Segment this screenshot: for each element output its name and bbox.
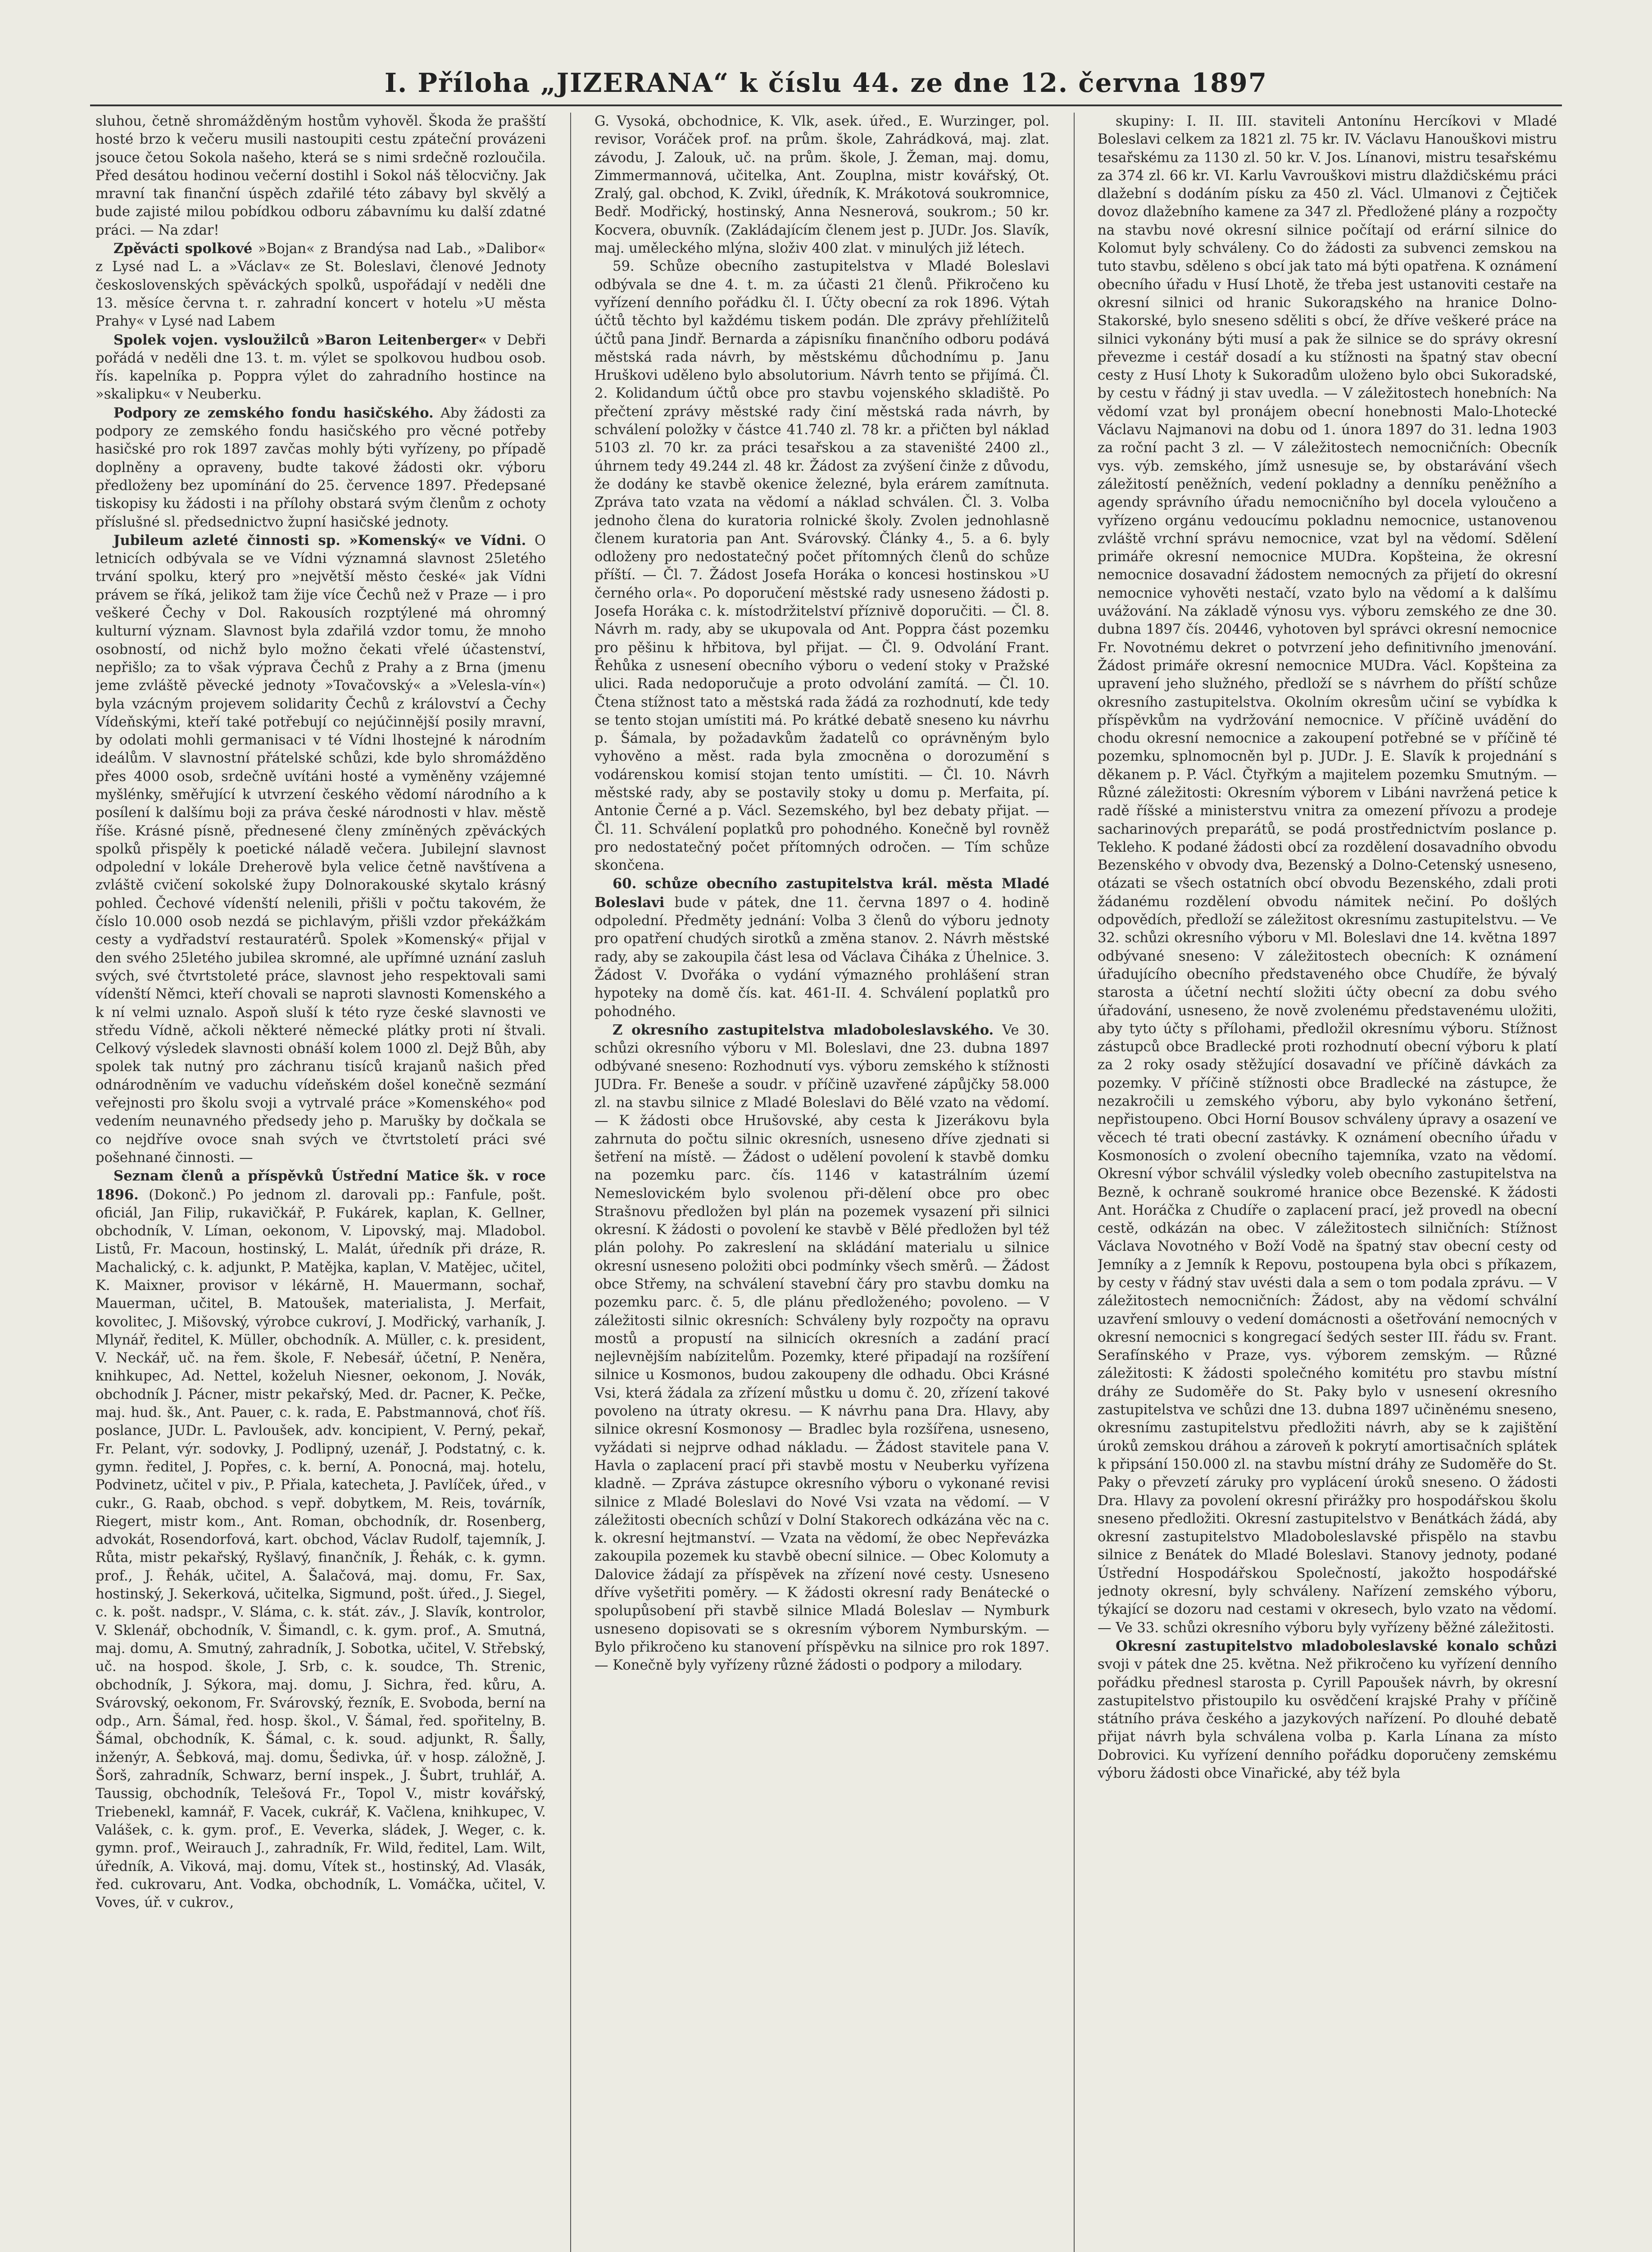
column-divider [570, 113, 571, 2252]
article-paragraph [95, 404, 546, 531]
article-paragraph [595, 258, 1049, 875]
article-paragraph [1098, 113, 1557, 1637]
article-heading: Okresní zastupitelstvo mladoboleslavské konalo schůzi [1116, 1638, 1557, 1654]
header-rule [90, 104, 1562, 106]
article-paragraph [95, 240, 546, 331]
article-paragraph [95, 331, 546, 404]
article-text: Ve 30. schůzi okresního výboru v Ml. Boleslavi, dne 23. dubna 1897 odbývané sneseno: Rozhodnutí vys. výboru zemského k stížnosti JUDra. Fr. Beneše a soudr. v příčině uzavřené zápůjčky 58.000 zl. na stavbu silnice z Mladé Boleslavi do Bělé vzato na vědomí. — K žádosti obce Hrušovské, aby cesta k Jizerákovu byla zahrnuta do počtu silnic okresních, usneseno dříve zjednati si šetření na místě. — Žádost o udělení povolení k stavbě domku na pozemku parc. čís. 1146 v katastrálním území Nemeslovickém bylo svolenou při-dělení obce pro obec Strašnovu předložen byl plán na pozemek vysazení při silnici okresní. K žádosti o povolení ke stavbě v Bělé předložen byl též plán polohy. Po zakreslení na skládání materialu u silnice okresní usneseno položiti obci podmínky všech směrů. — Žádost obce Střemy, na schválení stavební čáry pro stavbu domku na pozemku parc. č. 5, dle plánu předloženého; povoleno. — V záležitosti silnic okresních: Schváleny byly rozpočty na opravu mostů a propustí na silnicích okresních a zadání prací nejlevnějším nabízitelům. Pozemky, které připadají na rozšíření silnice u Kosmonos, budou zakoupeny dle odhadu. Obci Krásné Vsi, která žádala za zřízení můstku u domu č. 20, zřízení takové povoleno na útraty okresu. — K návrhu pana Dra. Hlavy, aby silnice okresní Kosmonosy — Bradlec byla rozšířena, usneseno, vyžádati si nejprve odhad nákladu. — Žádost stavitele pana V. Havla o zaplacení prací při stavbě mostu v Neuberku vyřízena kladně. — Zpráva zástupce okresního výboru o vykonané revisi silnice z Mladé Boleslavi do Nové Vsi vzata na vědomí. — V záležitosti obecních schůzí v Dolní Stakorech odkázána věc na c. k. okresní hejtmanství. — Vzata na vědomí, že obec Nepřevázka zakoupila pozemek ku stavbě obecní silnice. — Obec Kolomuty a Dalovice žádají za příspěvek na zřízení nové cesty. Usneseno dříve vyšetřiti poměry. — K žádosti okresní rady Benátecké o spolupůsobení při stavbě silnice Mladá Boleslav — Nymburk usneseno dopisovati se s okresním výborem Nymburským. — Bylo přikročeno ku stanovení příspěvku na silnice pro rok 1897. — Konečně byly vyřízeny různé žádosti o podpory a milodary. [595, 1022, 1049, 1674]
article-paragraph [1098, 1637, 1557, 1783]
article-paragraph [595, 113, 1049, 258]
article-paragraph [595, 1021, 1049, 1675]
article-heading: Seznam členů a příspěvků Ústřední Matice šk. v roce 1896. [95, 1168, 546, 1203]
article-text: svoji v pátek dne 25. května. Než přikročeno ku vyřízení denního pořádku přednesl starosta p. Cyrill Papoušek návrh, by okresní zastupitelstvo přistoupilo ku osvědčení krajské Prahy v příčině státního práva českého a jazykových nařízení. Po dlouhé debatě přijat návrh byla schválena volba p. Karla Línana za místo Dobrovici. Ku vyřízení denního pořádku doporučeny zemskému výboru žádosti obce Vinařické, aby též byla [1098, 1657, 1557, 1782]
article-paragraph [95, 113, 546, 240]
article-text: Aby žádosti za podpory ze zemského fondu hasičského pro věcné potřeby hasičské pro rok 1897 zavčas mohly býti vyřízeny, po případě doplněny a opraveny, budte takové žádosti okr. výboru předloženy bez upomínání do 25. července 1897. Předepsané tiskopisy ku žádosti i na přílohy obstará svým členům z ochoty příslušné sl. předsednictvo župní hasičské jednoty. [95, 405, 546, 530]
article-text: G. Vysoká, obchodnice, K. Vlk, asek. úřed., E. Wurzinger, pol. revisor, Voráček prof. na prům. škole, Zahrádková, maj. zlat. závodu, J. Zalouk, uč. na prům. škole, J. Žeman, maj. domu, Zimmermannová, učitelka, Ant. Zouplna, mistr kovářský, Ot. Zralý, gal. obchod, K. Zvikl, úředník, K. Mrákotová soukromnice, Bedř. Modřický, hostinský, Anna Nesnerová, soukrom.; 50 kr. Kocvera, obuvník. (Zakládajícím členem jest p. JUDr. Jos. Slavík, maj. uměleckého mlýna, složiv 400 zlat. v minulých již létech. [595, 114, 1049, 257]
article-text: (Dokonč.) Po jednom zl. darovali pp.: Fanfule, pošt. oficiál, Jan Filip, rukavičkář, P. Fukárek, kaplan, K. Gellner, obchodník, V. Líman, oekonom, V. Lipovský, maj. Mladobol. Listů, Fr. Macoun, hostinský, L. Malát, úředník při dráze, R. Machalický, c. k. adjunkt, P. Matějka, kaplan, V. Matějec, učitel, K. Maixner, provisor v lékárně, H. Mauermann, sochař, Mauerman, učitel, B. Matoušek, materialista, J. Merfait, kovolitec, J. Mišovský, výrobce cukroví, J. Modřický, varhaník, J. Mlynář, ředitel, K. Müller, obchodník. A. Müller, c. k. president, V. Neckář, uč. na řem. škole, F. Nebesář, účetní, P. Neněra, knihkupec, Ad. Nettel, koželuh Niesner, oekonom, J. Novák, obchodník J. Pácner, mistr pekařský, Med. dr. Pacner, K. Pečke, maj. hud. šk., Ant. Pauer, c. k. rada, E. Pabstmannová, choť říš. poslance, JUDr. L. Pavloušek, adv. koncipient, V. Perný, pekař, Fr. Pelant, výr. sodovky, J. Podlipný, uzenář, J. Podstatný, c. k. gymn. ředitel, J. Popřes, c. k. berní, A. Ponocná, maj. hotelu, Podvinetz, učitel v piv., P. Přiala, katecheta, J. Pavlíček, úřed., v cukr., G. Raab, obchod. s vepř. dobytkem, M. Reis, továrník, Riegert, mistr kom., Ant. Roman, obchodník, dr. Rosenberg, advokát, Rosendorfová, kart. obchod, Václav Rudolf, tajemník, J. Růta, mistr pekařský, Ryšlavý, finančník, J. Řehák, c. k. gymn. prof., J. Řehák, učitel, A. Šalačová, maj. domu, Fr. Sax, hostinský, J. Sekerková, učitelka, Sigmund, pošt. úřed., J. Siegel, c. k. pošt. nadspr., V. Sláma, c. k. stát. záv., J. Slavík, kontrolor, V. Sklenář, obchodník, V. Šimandl, c. k. gym. prof., A. Smutná, maj. domu, A. Smutný, zahradník, J. Sobotka, učitel, V. Střebský, uč. na hospod. škole, J. Srb, c. k. soudce, Th. Strenic, obchodník, J. Sýkora, maj. domu, J. Sichra, řed. kůru, A. Svárovský, oekonom, Fr. Svárovský, řezník, E. Svoboda, berní na odp., Arn. Šámal, řed. hosp. škol., V. Šámal, řed. spořitelny, B. Šámal, obchodník, K. Šámal, c. k. soud. adjunkt, R. Šally, inženýr, A. Šebková, maj. domu, Šedivka, úř. v hosp. záložně, J. Šorš, zahradník, Schwarz, berní inspek., J. Šubrt, truhlář, A. Taussig, obchodník, Telešová Fr., Topol V., mistr kovářský, Triebenekl, kamnář, F. Vacek, cukrář, K. Vačlena, knihkupec, V. Valášek, c. k. gym. prof., E. Veverka, sládek, J. Weger, c. k. gymn. prof., Weirauch J., zahradník, Fr. Wild, ředitel, Lam. Wilt, úředník, A. Viková, maj. domu, Vítek st., hostinský, Ad. Vlasák, řed. cukrovaru, Ant. Vodka, obchodník, L. Vomáčka, učitel, V. Voves, úř. v cukrov., [95, 1187, 546, 1911]
article-heading: Spolek vojen. vysloužilců »Baron Leitenberger« [113, 331, 487, 348]
article-paragraph [95, 531, 546, 1167]
column-3 [1098, 113, 1557, 2252]
article-paragraph [95, 1167, 546, 1912]
article-text: bude v pátek, dne 11. června 1897 o 4. hodině odpolední. Předměty jednání: Volba 3 členů do výboru jednoty pro opatření chudých sirotků a změna stanov. 2. Návrh městské rady, aby se zakoupila část lesa od Václava Čiháka z Úhelnice. 3. Žádost V. Dvořáka o vydání výmazného prohlášení stran hypoteky na domě čís. kat. 461-II. 4. Schválení poplatků pro pohodného. [595, 894, 1049, 1020]
article-text: skupiny: I. II. III. staviteli Antonínu Hercíkovi v Mladé Boleslavi celkem za 1821 zl. 75 kr. IV. Václavu Hanouškovi mistru tesařskému za 1130 zl. 50 kr. V. Jos. Línanovi, mistru tesařskému za 374 zl. 66 kr. VI. Karlu Vavrouškovi mistru dlaždičskému práci dlažební s dodáním písku za 450 zl. Václ. Ulmanovi z Čejtiček dovoz dlažebního kamene za 347 zl. Předložené plány a rozpočty na stavbu nové okresní silnice počítají od erární silnice do Kolomut byly schváleny. Co do žádosti za subvenci zemskou na tuto stavbu, sděleno s obcí jak tato má býti opatřena. K oznámení obecního úřadu v Husí Lhotě, že třeba jest ustanoviti cestaře na okresní silnici od hranic Sukorадského na hranice Dolno-Stakorské, bylo sneseno sděliti s obcí, že dříve veškeré práce na silnici vykonány býti musí a pak že silnice se do správy okresní převezme i cestář dosadí a ku stížnosti na špatný stav obecní cesty z Husí Lhoty k Sukoradům uloženo bylo obci Sukoradské, by cestu v řádný ji stav uvedla. — V záležitostech honebních: Na vědomí vzat byl pronájem obecní honebnosti Malo-Lhotecké Václavu Najmanovi na dobu od 1. února 1897 do 31. ledna 1903 za roční pacht 3 zl. — V záležitostech nemocničních: Obecník vys. výb. zemského, jímž usnesuje se, by obstarávání všech záležitostí peněžních, vedení pokladny a denníku peněžního a agendy správního úřadu nemocničního byl docela vyloučeno a vyřízeno orgánu vedoucímu pokladnu nemocnice, ustanovenou zvláště vrchní správu nemocnice, vzat byl na vědomí. Sdělení primáře okresní nemocnice MUDra. Kopšteina, že okresní nemocnice dosavadní žádostem nemocných za přijetí do okresní nemocnice vyhověti nestačí, vzato bylo na vědomí a k dalšímu uvážování. Na základě výnosu vys. výboru zemského ze dne 30. dubna 1897 čís. 20446, vyhotoven byl správci okresní nemocnice Fr. Novotnému dekret o potvrzení jeho definitivního jmenování. Žádost primáře okresní nemocnice MUDra. Václ. Kopšteina za upravení jeho služného, předloží se s návrhem do příští schůze okresního zastupitelstva. Okolním okresům učiní se vybídka k příspěvkům na vydržování nemocnice. V příčině uvádění do chodu okresní nemocnice a zakoupení potřebné se v příčině té pozemku, splnomocněn byl p. JUDr. J. E. Slavík k projednání s děkanem p. P. Václ. Čtyřkým a majitelem pozemku Smutným. — Různé záležitosti: Okresním výborem v Libáni navržená petice k radě říšské a ministerstvu vnitra za omezení přívozu a prodeje sacharinových preparátů, se podá prostřednictvím poslance p. Tekleho. K podané žádosti obcí za rozdělení dosavadního obvodu Bezenského v obvody dva, Bezenský a Dolno-Cetenský usneseno, otázati se všech ostatních obcí obvodu Bezenského, zdali proti žádanému rozdělení obvodu námitek nečiní. Po došlých odpovědích, předloží se záležitost okresnímu zastupitelstvu. — Ve 32. schůzi okresního výboru v Ml. Boleslavi dne 14. května 1897 odbývané sneseno: V záležitostech obecních: K oznámení úřadujícího obecního představeného obce Chudíře, že bývalý starosta a účetní nechtí složiti účty obecní za dobu svého úřadování, usneseno, že nově zvolenému představenému uložiti, aby tyto účty s přílohami, předložil okresnímu výboru. Stížnost zástupců obce Bradlecké proti rozhodnutí obecní výboru k platí za 2 roky osady stěžující dosavadní ve příčině dávkách za pozemky. V příčině stížnosti obce Bradlecké na zástupce, že nezakročili u zemského výboru, aby bylo vykonáno šetření, nepřistoupeno. Obci Horní Bousov schváleny úpravy a osazení ve věcech té trati obecní zastávky. K oznámení obecního úřadu v Kosmonosích o zvolení obecního tajemníka, vzato na vědomí. Okresní výbor schválil výsledky voleb obecního zastupitelstva na Bezně, k ochraně soukromé hranice obce Bezenské. K žádosti Ant. Horáčka z Chudíře o zaplacení prací, jež provedl na obecní cestě, odkázán na obec. V záležitostech silničních: Stížnost Václava Novotného v Boží Vodě na špatný stav obecní cesty od Jemníky a z Jemník k Repovu, postoupena byla obci s příkazem, by cesty v řádný stav uvésti dala a sem o tom podala zprávu. — V záležitostech nemocničních: Žádost, aby na vědomí schvální uzavření smlouvy o vedení domácnosti a ošetřování nemocných v okresní nemocnici s kongregací šedých sester III. řádu sv. Frant. Serafínského v Praze, vys. výborem zemským. — Různé záležitosti: K žádosti společného komitétu pro stavbu místní dráhy ze Sudoměře do St. Paky bylo v usnesení okresního zastupitelstva ve schůzi dne 13. dubna 1897 učiněnému sneseno, okresnímu zastupitelstvu předložiti návrh, aby se k zajištění úroků zemskou dráhou a zároveň k pokrytí amortisačních splátek k připsání 150.000 zl. na stavbu místní dráhy ze Sudoměře do St. Paky o převzetí záruky pro vyplácení úroků sneseno. O žádosti Dra. Hlavy za povolení okresní přirážky pro hospodářskou školu sneseno předložiti. Okresní zastupitelstvo v Benátkách žádá, aby okresní zastupitelstvo Mladoboleslavské přispělo na stavbu silnice z Benátek do Mladé Boleslavi. Stanovy jednoty, podané Ústřední Hospodářskou Společností, jakožto hospodářské jednoty okresní, byly schváleny. Nařízení zemského výboru, týkající se dozoru nad cestami v okresech, bylo vzato na vědomí. — Ve 33. schůzi okresního výboru byly vyřízeny běžné záležitosti. [1098, 114, 1557, 1636]
article-heading: Z okresního zastupitelstva mladoboleslavského. [613, 1022, 994, 1038]
article-text: v Debři pořádá v neděli dne 13. t. m. výlet se spolkovou hudbou osob. řís. kapelníka p. Poppra výlet do zahradního hostince na »skalipku« v Neuberku. [95, 332, 546, 403]
column-divider [1074, 113, 1075, 2252]
article-text: »Bojan« z Brandýsa nad Lab., »Dalibor« z Lysé nad L. a »Václav« ze St. Boleslavi, členové Jednoty československých spěváckých spolků, uspořádají v neděli dne 13. měsíce června t. r. zahradní koncert v hotelu »U města Prahy« v Lysé nad Labem [95, 241, 546, 330]
article-heading: 60. schůze obecního zastupitelstva král. města Mladé Boleslavi [595, 876, 1049, 911]
article-heading: Jubileum azleté činnosti sp. »Komenský« ve Vídni. [113, 532, 526, 549]
article-paragraph [595, 875, 1049, 1021]
article-heading: Zpěvácti spolkové [113, 241, 253, 257]
article-text: O letnicích odbývala se ve Vídni významná slavnost 25letého trvání spolku, který pro »největší město české« jak Vídni právem se říká, jelikož tam žije více Čechů než v Praze — i pro veškeré Čechy v Dol. Rakousích rozptýlené má ohromný kulturní význam. Slavnost byla zdařilá vzdor tomu, že mnoho osobností, od nichž bylo možno čekati vřelé účastenství, nepřišlo; za to však výprava Čechů z Prahy a z Brna (jmenu jeme zvláště pěvecké jednoty »Tovačovský« a »Velesla-vín«) byla vzácným projevem solidarity Čechů z království a Čechy Vídeňskými, kteří také potřebují co nejúčinnější posily mravní, by odolati mohli germanisaci v té Vídni lhostejné k národním ideálům. V slavnostní přátelské schůzi, kde bylo shromážděno přes 4000 osob, srdečně uvítáni hosté a vyměněny vzájemné myšlénky, směřující k utvrzení českého vědomí národního a k posílení k dalšímu boji za práva české národnosti v hlav. městě říše. Krásné písně, přednesené členy zmíněných zpěváckých spolků přispěly k poetické náladě večera. Jubilejní slavnost odpolední v lokále Dreherově byla velice četně navštívena a zvláště cvičení sokolské župy Dolnorakouské skytalo krásný pohled. Čechové vídenští nelenili, přišli v počtu takovém, že číslo 10.000 osob nezdá se pichlavým, přišli vzdor překážkám cesty a vydřadství restauratérů. Spolek »Komenský« přijal v den svého 25letého jubilea skromné, ale upřímné uznání zasluh svých, své čtvrtstoleté práce, slavnost jeho respektovali sami vídenští Němci, kteří chovali se naproti slavnosti Komenského a k ní velmi uznalo. Aspoň sluší k této ryze české slavnosti ve středu Vídně, ačkoli některé německé plátky proti ní štvali. Celkový výsledek slavnosti obnáší kolem 1000 zl. Dejž Bůh, aby spolek tak nutný pro záchranu tisíců krajanů našich před odnárodněním ve vaduchu vídeňském došel konečně sezmání veřejnosti pro školu svoji a vytrvalé práce »Komenského« pod vedením neunavného předsedy jeho p. Marušky by dočkala se co nejdříve ovoce snah svých ve čtvrtstoletí práci své pošehnané činnosti. — [95, 532, 546, 1166]
article-text: sluhou, četně shromážděným hostům vyhověl. Škoda že prašští hosté brzo k večeru musili nastoupiti cestu zpáteční provázeni jsouce četou Sokola našeho, která se s nimi srdečně rozloučila. Před desátou hodinou večerní dostihl i Sokol náš tělocvičny. Jak mravní tak finanční úspěch zdařilé této zábavy byl skvělý a bude zajisté milou pobídkou odboru zábavnímu ku další zdatné práci. — Na zdar! [95, 114, 546, 238]
column-1 [95, 113, 546, 2252]
column-2 [595, 113, 1049, 2252]
article-heading: Podpory ze zemského fondu hasičského. [113, 404, 434, 421]
article-text: 59. Schůze obecního zastupitelstva v Mladé Boleslavi odbývala se dne 4. t. m. za účasti 21 členů. Přikročeno ku vyřízení denního pořádku čl. I. Účty obecní za rok 1896. Výtah účtů těchto byl každému tiskem podán. Dle zprávy přehlížitelů účtů pana Jindř. Bernarda a zápisníku finančního odboru podává městská rada návrh, by městskému důchodnímu p. Janu Hruškovi uděleno bylo absolutorium. Návrh tento se přijímá. Čl. 2. Kolidandum účtů obce pro stavbu vojenského skladiště. Po přečtení zprávy městské rady činí městská rada návrh, by schválení položky v částce 41.740 zl. 78 kr. a přičten byl náklad 5103 zl. 70 kr. za práci tesařskou a za staveništé 2400 zl., úhrnem tedy 49.244 zl. 48 kr. Žádost za zvýšení činže z důvodu, že dodány ke stavbě okenice železné, byla erárem zamítnuta. Zpráva tato vzata na vědomí a náklad schválen. Čl. 3. Volba jednoho člena do kuratoria rolnické školy. Zvolen jednohlasně členem kuratoria pan Ant. Svárovský. Články 4., 5. a 6. byly odloženy pro nedostatečný počet přítomných členů do schůze příští. — Čl. 7. Žádost Josefa Horáka o koncesi hostinskou »U černého orla«. Po doporučení městské rady usneseno žádosti p. Josefa Horáka c. k. místodržitelství příznivě doporučiti. — Čl. 8. Návrh m. rady, aby se ukupovala od Ant. Poppra část pozemku pro pěšinu k hřbitova, byl přijat. — Čl. 9. Odvolání Frant. Řehůka z usnesení obecního výboru o vedení stoky v Pražské ulici. Rada nedoporučuje a proto odvolání zamítá. — Čl. 10. Čtena stížnost tato a městská rada žádá za rozhodnutí, kde tedy se tento stojan umístiti má. Po krátké debatě sneseno ku návrhu p. Šámala, by požadavkům žadatelů co oprávněným bylo vyhověno a měst. rada byla zmocněna o dorozumění s vodárenskou komisí stojan tento umístiti. — Čl. 10. Návrh městské rady, aby se postavily stoky u domu p. Merfaita, pí. Antonie Černé a p. Václ. Sezemského, byl bez debaty přijat. — Čl. 11. Schválení poplatků pro pohodného. Konečně byl rovněž pro nedostatečný počet přítomných odročen. — Tím schůze skončena. [595, 259, 1049, 874]
page-header: I. Příloha „JIZERANA“ k číslu 44. ze dne 12. června 1897 [384, 68, 1268, 98]
